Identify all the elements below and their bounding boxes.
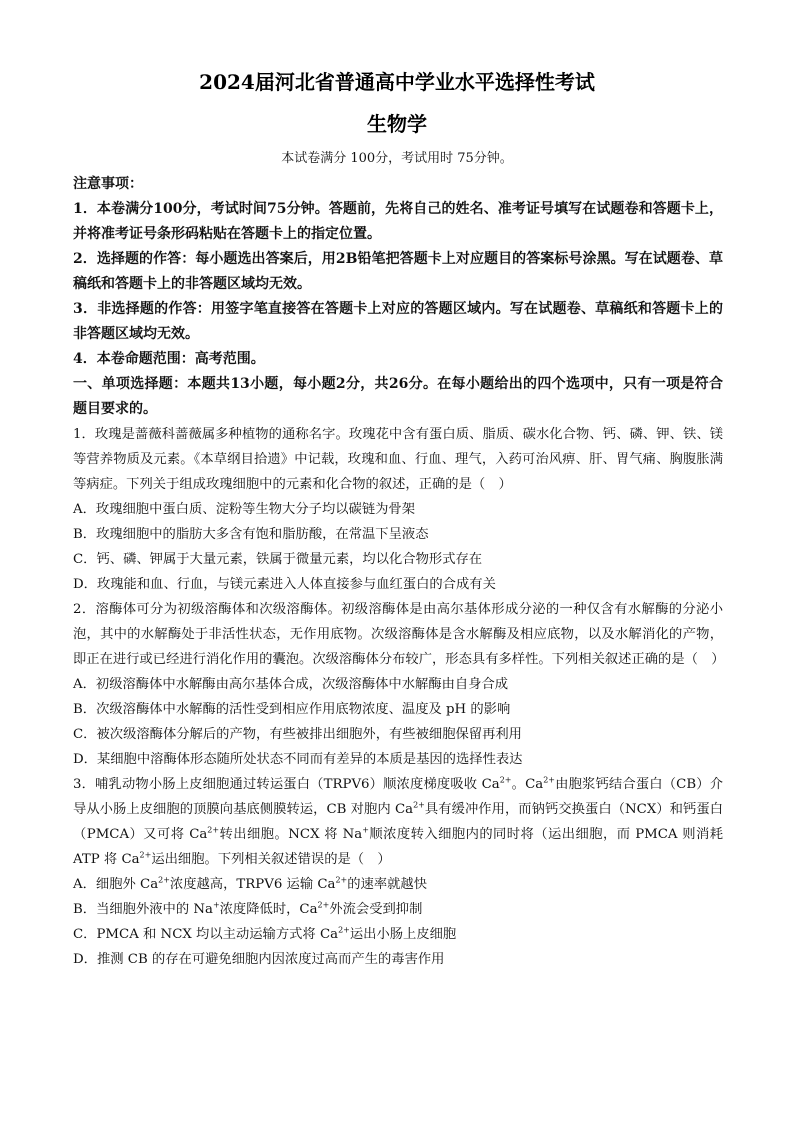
superscript: + xyxy=(212,900,220,910)
option-text: A．细胞外 Ca xyxy=(73,877,159,892)
stem-text: 具有缓冲作用，而钠钙交换蛋白（NCX）和钙蛋白（PMCA）又可将 Ca xyxy=(73,802,723,842)
question-option xyxy=(73,922,723,947)
exam-title: 2024届河北省普通高中学业水平选择性考试 xyxy=(199,70,595,94)
stem-text: 由胞浆钙结合蛋白（CB）介导从小肠上皮细胞的顶膜向基底侧膜转运，CB 对胞内 Ca xyxy=(73,777,723,817)
question-option xyxy=(73,872,723,897)
superscript: 2+ xyxy=(158,875,170,885)
notice-item: 4．本卷命题范围：高考范围。 xyxy=(73,351,265,367)
question-option: A．玫瑰细胞中蛋白质、淀粉等生物大分子均以碳链为骨架 xyxy=(73,502,416,517)
question-option xyxy=(73,947,723,972)
question-option: B．次级溶酶体中水解酶的活性受到相应作用底物浓度、温度及 pH 的影响 xyxy=(73,702,511,717)
question-option: B．玫瑰细胞中的脂肪大多含有饱和脂肪酸，在常温下呈液态 xyxy=(73,527,429,542)
stem-text: 。Ca xyxy=(511,777,544,792)
superscript: 2+ xyxy=(207,825,220,835)
option-text: C．PMCA 和 NCX 均以主动运输方式将 Ca xyxy=(73,927,339,942)
stem-text: 转出细胞。NCX 将 Na xyxy=(219,827,363,842)
superscript: 2+ xyxy=(543,775,555,785)
option-text: D．推测 CB 的存在可避免细胞内因浓度过高而产生的毒害作用 xyxy=(73,952,445,967)
question-stem: 1．玫瑰是蔷薇科蔷薇属多种植物的通称名字。玫瑰花中含有蛋白质、脂质、碳水化合物、钙、磷、钾、铁、镁等营养物质及元素。《本草纲目拾遗》中记载，玫瑰和血、行血、理气，入药可治风痹、肝、胃气痛、胸腹胀满等病症。下列关于组成玫瑰细胞中的元素和化合物的叙述，正确的是（ ） xyxy=(73,427,723,492)
stem-text: 运出细胞。下列相关叙述错误的是（ ） xyxy=(151,852,391,867)
superscript: 2+ xyxy=(335,875,348,885)
section-heading: 一、单项选择题：本题共13小题，每小题2分，共26分。在每小题给出的四个选项中，只有一项是符合题目要求的。 xyxy=(73,376,723,417)
question-option: C．钙、磷、钾属于大量元素，铁属于微量元素，均以化合物形式存在 xyxy=(73,552,483,567)
notice-item: 3．非选择题的作答：用签字笔直接答在答题卡上对应的答题区域内。写在试题卷、草稿纸和答题卡上的非答题区域均无效。 xyxy=(73,301,723,342)
option-text: 外流会受到抑制 xyxy=(329,902,423,917)
superscript: 2+ xyxy=(139,850,152,860)
stem-text: 3．哺乳动物小肠上皮细胞通过转运蛋白（TRPV6）顺浓度梯度吸收 Ca xyxy=(73,777,500,792)
question-option: D．玫瑰能和血、行血，与镁元素进入人体直接参与血红蛋白的合成有关 xyxy=(73,577,496,592)
question-option xyxy=(73,897,723,922)
option-text: 的速率就越快 xyxy=(347,877,428,892)
exam-subtitle: 本试卷满分 100分，考试用时 75分钟。 xyxy=(281,151,513,166)
option-text: 浓度降低时，Ca xyxy=(219,902,318,917)
superscript: 2+ xyxy=(338,925,350,935)
notice-heading: 注意事项： xyxy=(73,176,143,192)
question-stem: 2．溶酶体可分为初级溶酶体和次级溶酶体。初级溶酶体是由高尔基体形成分泌的一种仅含有水解酶的分泌小泡，其中的水解酶处于非活性状态，无作用底物。次级溶酶体是含水解酶及相应底物，以及水解消化的产物，即正在进行或已经进行消化作用的囊泡。次级溶酶体分布较广，形态具有多样性。下列相关叙述正确的是（ ） xyxy=(73,602,725,667)
superscript: + xyxy=(362,825,369,835)
question-option: C．被次级溶酶体分解后的产物，有些被排出细胞外，有些被细胞保留再利用 xyxy=(73,727,522,742)
superscript: 2+ xyxy=(413,800,425,810)
option-text: B．当细胞外液中的 Na xyxy=(73,902,213,917)
question-stem xyxy=(73,772,723,872)
superscript: 2+ xyxy=(317,900,330,910)
option-text: 运出小肠上皮细胞 xyxy=(349,927,457,942)
subject-title: 生物学 xyxy=(367,112,427,136)
question-option: D．某细胞中溶酶体形态随所处状态不同而有差异的本质是基因的选择性表达 xyxy=(73,752,523,767)
stem-text: 顺浓度转入细胞内的同时将（运出细胞，而 PMCA 则消耗 ATP 将 Ca xyxy=(73,827,723,867)
question-option: A．初级溶酶体中水解酶由高尔基体合成，次级溶酶体中水解酶由自身合成 xyxy=(73,677,509,692)
option-text: 浓度越高，TRPV6 运输 Ca xyxy=(169,877,336,892)
exam-body xyxy=(73,172,723,972)
notice-item: 2．选择题的作答：每小题选出答案后，用2B铅笔把答题卡上对应题目的答案标号涂黑。写在试题卷、草稿纸和答题卡上的非答题区域均无效。 xyxy=(73,251,723,292)
superscript: 2+ xyxy=(499,775,512,785)
notice-item: 1．本卷满分100分，考试时间75分钟。答题前，先将自己的姓名、准考证号填写在试题卷和答题卡上，并将准考证号条形码粘贴在答题卡上的指定位置。 xyxy=(73,201,723,242)
